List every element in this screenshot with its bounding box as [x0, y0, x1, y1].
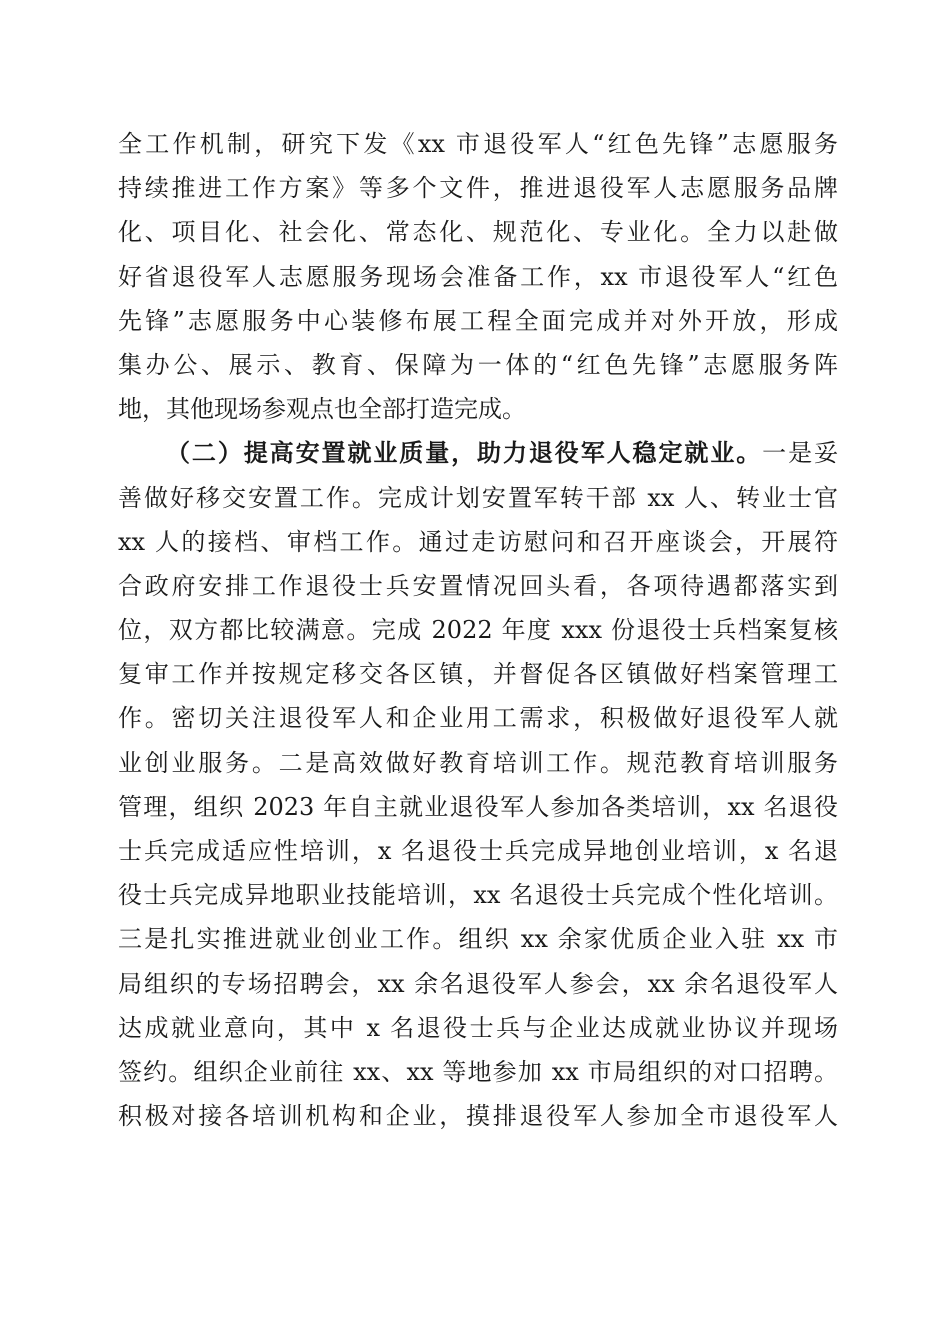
paragraph-line: 积极对接各培训机构和企业，摸排退役军人参加全市退役军人: [118, 1102, 838, 1131]
paragraph-line: 役士兵完成异地职业技能培训，xx 名退役士兵完成个性化培训。: [118, 881, 838, 910]
paragraph-line: 作。密切关注退役军人和企业用工需求，积极做好退役军人就: [118, 704, 838, 733]
paragraph-line: 局组织的专场招聘会，xx 余名退役军人参会，xx 余名退役军人: [118, 969, 838, 998]
paragraph-line: 三是扎实推进就业创业工作。组织 xx 余家优质企业入驻 xx 市: [118, 925, 838, 954]
paragraph-line: 好省退役军人志愿服务现场会准备工作，xx 市退役军人“红色: [118, 262, 838, 291]
paragraph-line: 合政府安排工作退役士兵安置情况回头看，各项待遇都落实到: [118, 571, 838, 600]
paragraph-line: 管理，组织 2023 年自主就业退役军人参加各类培训，xx 名退役: [118, 792, 838, 821]
paragraph-line: 签约。组织企业前往 xx、xx 等地参加 xx 市局组织的对口招聘。: [118, 1057, 838, 1086]
section-heading-line: [118, 431, 838, 475]
paragraph-line: 化、项目化、社会化、常态化、规范化、专业化。全力以赴做: [118, 218, 838, 247]
paragraph-line: 士兵完成适应性培训，x 名退役士兵完成异地创业培训，x 名退: [118, 837, 838, 865]
paragraph-line: 持续推进工作方案》等多个文件，推进退役军人志愿服务品牌: [118, 174, 838, 203]
paragraph-line: 位，双方都比较满意。完成 2022 年度 xxx 份退役士兵档案复核: [118, 616, 838, 645]
paragraph-line: 集办公、展示、教育、保障为一体的“红色先锋”志愿服务阵: [118, 350, 838, 379]
paragraph-line: 业创业服务。二是高效做好教育培训工作。规范教育培训服务: [118, 748, 838, 777]
paragraph-line: 复审工作并按规定移交各区镇，并督促各区镇做好档案管理工: [118, 660, 838, 689]
paragraph-line: 地，其他现场参观点也全部打造完成。: [118, 395, 526, 424]
paragraph-line: 善做好移交安置工作。完成计划安置军转干部 xx 人、转业士官: [118, 483, 838, 512]
paragraph-line: xx 人的接档、审档工作。通过走访慰问和召开座谈会，开展符: [118, 527, 838, 556]
paragraph-line: 先锋”志愿服务中心装修布展工程全面完成并对外开放，形成: [118, 306, 838, 335]
paragraph-line: 达成就业意向，其中 x 名退役士兵与企业达成就业协议并现场: [118, 1013, 838, 1042]
paragraph-text: 一是妥: [762, 439, 839, 468]
paragraph-line: 全工作机制，研究下发《xx 市退役军人“红色先锋”志愿服务: [118, 130, 838, 158]
section-heading: （二）提高安置就业质量，助力退役军人稳定就业。: [166, 438, 763, 468]
document-body: [118, 122, 838, 1138]
